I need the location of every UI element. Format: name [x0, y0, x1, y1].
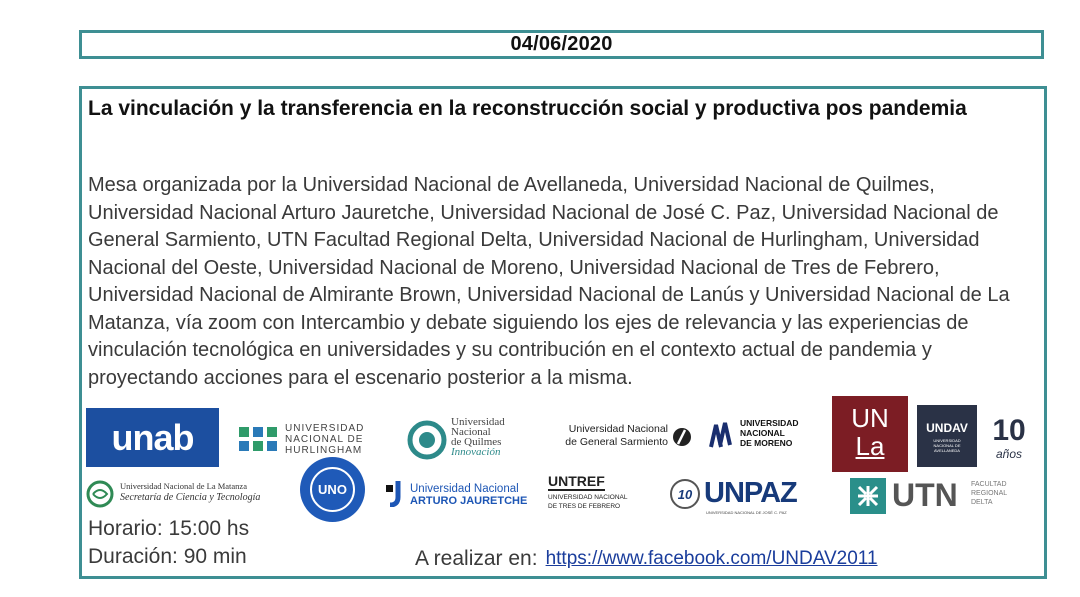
unm-line-3: DE MORENO	[740, 438, 793, 448]
unm-logo	[708, 416, 818, 456]
utn-line-3: DELTA	[971, 499, 993, 506]
horario: Horario: 15:00 hs	[88, 517, 250, 540]
ungs-logo	[548, 423, 698, 453]
unaj-line-2: ARTURO JAURETCHE	[410, 495, 528, 507]
unla-line-2: La	[855, 431, 885, 461]
uno-inner	[310, 467, 355, 512]
unahur-mark-icon	[239, 425, 279, 457]
unpaz-logo	[670, 477, 815, 517]
utn-logo	[850, 475, 1020, 517]
unahur-line-2: NACIONAL DE	[285, 434, 364, 445]
unlam-line-2: Secretaría de Ciencia y Tecnología	[120, 492, 261, 503]
unm-line-1: UNIVERSIDAD	[740, 418, 799, 428]
unla-line-1: UN	[851, 403, 889, 433]
unpaz-subtitle: UNIVERSIDAD NACIONAL DE JOSÉ C. PAZ	[706, 510, 787, 515]
unq-line-1: Universidad	[451, 416, 505, 428]
date-box	[79, 30, 1044, 59]
undav-logo	[917, 405, 977, 467]
undav-line-1: UNDAV	[926, 421, 968, 435]
untref-logo	[548, 473, 648, 515]
unaj-mark-icon	[386, 481, 408, 507]
utn-name: UTN	[892, 477, 958, 513]
event-title: La vinculación y la transferencia en la reconstrucción social y productiva pos pandemia	[88, 97, 967, 120]
ungs-line-1: Universidad Nacional	[568, 423, 668, 435]
realizar-label: A realizar en:	[415, 547, 538, 570]
unahur-line-1: UNIVERSIDAD	[285, 423, 365, 434]
utn-line-2: REGIONAL	[971, 490, 1008, 497]
unq-mark-icon	[407, 420, 447, 460]
unab-logo-text: unab	[111, 416, 194, 458]
unq-line-2: Nacional	[451, 426, 491, 438]
unla-logo	[832, 396, 908, 472]
unab-logo	[86, 408, 219, 467]
anos-number: 10	[992, 414, 1026, 447]
unq-line-3: de Quilmes	[451, 436, 502, 448]
unlam-mark-icon	[86, 480, 114, 508]
unlam-logo	[86, 478, 291, 510]
unq-logo	[407, 417, 527, 463]
untref-line-2: UNIVERSIDAD NACIONAL	[548, 494, 628, 501]
duracion: Duración: 90 min	[88, 545, 247, 568]
unpaz-anniversary-number: 10	[677, 486, 693, 502]
unq-line-4: Innovación	[451, 446, 501, 458]
unlam-line-1: Universidad Nacional de La Matanza	[120, 481, 247, 491]
undav-line-2: UNIVERSIDAD NACIONAL DE AVELLANEDA	[933, 438, 961, 453]
utn-line-1: FACULTAD	[971, 481, 1007, 488]
ungs-mark-icon	[672, 426, 692, 448]
unm-line-2: NACIONAL	[740, 428, 785, 438]
unaj-line-1: Universidad Nacional	[410, 483, 519, 495]
ungs-line-2: de General Sarmiento	[565, 436, 668, 448]
unahur-logo	[239, 421, 374, 461]
unaj-logo	[386, 479, 536, 511]
anos-logo	[987, 415, 1031, 467]
untref-line-1: UNTREF	[548, 473, 605, 489]
unpaz-anniversary-icon	[670, 479, 700, 509]
anos-label: años	[995, 447, 1023, 461]
untref-line-3: DE TRES DE FEBRERO	[548, 503, 621, 510]
event-description: Mesa organizada por la Universidad Nacional de Avellaneda, Universidad Nacional de Quilmes, Universidad Nacional Arturo Jauretche, Universidad Nacional de José C. Paz, Universidad Nacional de General Sarmiento, UTN Facultad Regional Delta, Universidad Nacional de Hurlingham, Universidad Nacional del Oeste, Universidad Nacional de Moreno, Universidad Nacional de Tres de Febrero, Universidad Nacional de Almirante Brown, Universidad Nacional de Lanús y Universidad Nacional de La Matanza, vía zoom con Intercambio y debate siguiendo los ejes de relevancia y las experiencias de vinculación tecnológica en universidades y su contribución en el contexto actual de pandemia y proyectando acciones para el escenario posterior a la misma.	[88, 174, 1010, 389]
uno-logo	[300, 457, 365, 522]
event-box	[79, 86, 1047, 579]
unm-mark-icon	[708, 419, 736, 451]
utn-mark-icon	[850, 478, 886, 514]
realizar	[415, 547, 878, 571]
facebook-link[interactable]: https://www.facebook.com/UNDAV2011	[545, 548, 878, 569]
date: 04/06/2020	[510, 33, 613, 55]
unahur-line-3: HURLINGHAM	[285, 445, 363, 456]
uno-text: UNO	[318, 482, 347, 497]
unpaz-name: UNPAZ	[704, 477, 797, 509]
